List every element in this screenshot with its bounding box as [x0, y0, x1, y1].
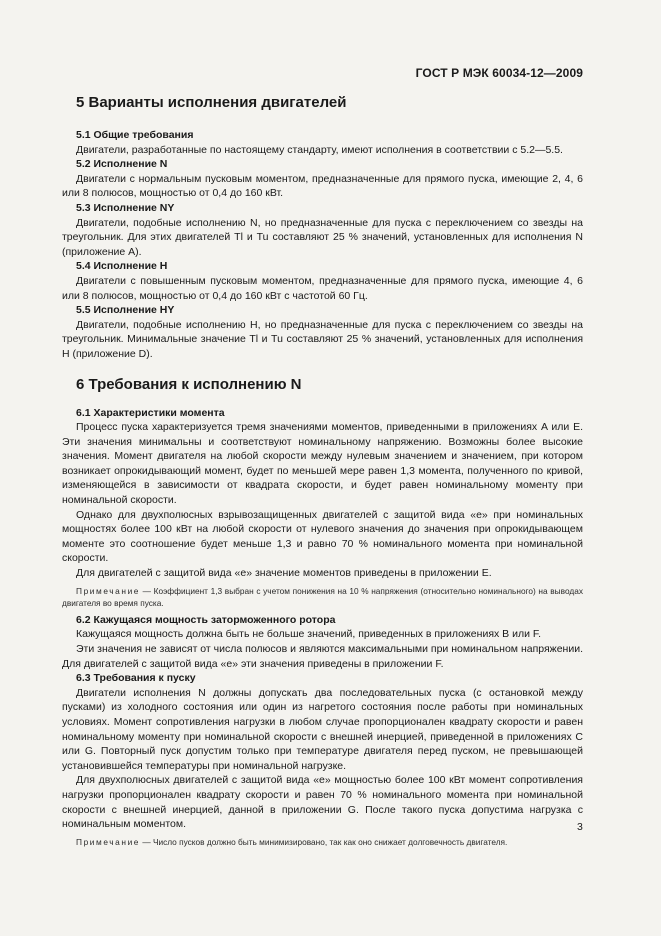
- subsection-5-4-text: Двигатели с повышенным пусковым моментом, предназначенные для прямого пуска, имеющие 4, 6 или 8 полюсов, мощностью от 0,4 до 160 кВт с частотой 60 Гц.: [62, 274, 583, 302]
- section-6-heading: 6 Требования к исполнению N: [76, 375, 302, 393]
- subsection-6-3-paragraph-1: Двигатели исполнения N должны допускать два последовательных пуска (с остановкой между пусками) из холодного состояния или один из нагретого состояния после работы при номинальных условиях. Момент сопротивления нагрузки в любом случае пропорционален квадрату скорости и равен номинальному моменту при номинальной скорости с внешней инерцией, приведенной в приложениях C или G. Повторный пуск допустим только при температуре двигателя перед пуском, не превышающей установившейся температуры при номинальной нагрузке.: [62, 686, 583, 772]
- note-text: — Коэффициент 1,3 выбран с учетом понижения на 10 % напряжения (относительно номинального) на выводах двигателя во время пуска.: [62, 585, 583, 609]
- document-code: ГОСТ Р МЭК 60034-12—2009: [415, 66, 583, 80]
- subsection-5-1-heading: 5.1 Общие требования: [76, 129, 194, 141]
- subsection-6-2-paragraph-1: Кажущаяся мощность должна быть не больше значений, приведенных в приложениях B или F.: [76, 628, 542, 641]
- subsection-6-3-note: [62, 836, 583, 849]
- subsection-5-5-heading: 5.5 Исполнение HY: [76, 304, 175, 317]
- subsection-5-2-text: Двигатели с нормальным пусковым моментом, предназначенные для прямого пуска, имеющие 2, 4, 6 или 8 полюсов, мощностью от 0,4 до 160 кВт.: [62, 172, 583, 200]
- section-5-heading: 5 Варианты исполнения двигателей: [76, 94, 347, 111]
- subsection-5-4-heading: 5.4 Исполнение H: [76, 260, 168, 273]
- subsection-6-3-paragraph-2: Для двухполюсных двигателей с защитой вида «е» мощностью более 100 кВт момент сопротивления нагрузки пропорционален квадрату скорости и равен 70 % номинального момента при номинальной скорости с внешней инерцией, данной в приложении G. После такого пуска допустима нагрузка с номинальным моментом.: [62, 774, 583, 831]
- subsection-5-2-heading: 5.2 Исполнение N: [76, 158, 168, 171]
- subsection-6-1-heading: 6.1 Характеристики момента: [76, 406, 225, 419]
- subsection-6-1-paragraph-2: Однако для двухполюсных взрывозащищенных двигателей с защитой вида «е» при номинальных мощностях более 100 кВт на любой скорости от нулевого значения до значения при опрокидывающем моменте это соотношение будет меньше 1,3 и равно 70 % номинального момента при номинальной скорости.: [62, 508, 583, 565]
- subsection-6-2-heading: 6.2 Кажущаяся мощность заторможенного ротора: [76, 613, 336, 626]
- note-label: Примечание: [76, 836, 141, 847]
- note-text: — Число пусков должно быть минимизировано, так как оно снижает долговечность двигателя.: [140, 836, 508, 847]
- subsection-6-1-note: [62, 585, 583, 610]
- subsection-5-3-heading: 5.3 Исполнение NY: [76, 201, 175, 214]
- subsection-5-1-text: Двигатели, разработанные по настоящему стандарту, имеют исполнения в соответствии с 5.2—5.5.: [76, 143, 563, 156]
- note-label: Примечание: [76, 585, 141, 596]
- subsection-5-5-text: Двигатели, подобные исполнению H, но предназначенные для пуска с переключением со звезды на треугольник. Минимальные значение Tl и Tu составляют 25 % значений, установленных для исполнения H (приложение D).: [62, 318, 583, 360]
- subsection-6-1-paragraph-3: Для двигателей с защитой вида «е» значение моментов приведены в приложении E.: [76, 567, 492, 580]
- subsection-6-1-paragraph-1: Процесс пуска характеризуется тремя значениями моментов, приведенными в приложениях A или E. Эти значения минимальны и соответствуют номинальному напряжению. Возможны более высокие значения. Момент двигателя на любой скорости между нулевым значением и значением, при котором возникает опрокидывающий момент, будет по меньшей мере равен 1,3 момента, полученного по кривой, изменяющейся в зависимости от квадрата скорости, и будет равен номинальному моменту при номинальной скорости.: [62, 421, 583, 507]
- page-number: 3: [577, 821, 583, 833]
- page-content: [62, 94, 583, 848]
- subsection-6-2-paragraph-2: Эти значения не зависят от числа полюсов и являются максимальными при номинальном напряжении. Для двигателей с защитой вида «е» эти значения приведены в приложении F.: [62, 643, 583, 670]
- subsection-5-3-text: Двигатели, подобные исполнению N, но предназначенные для пуска с переключением со звезды на треугольник. Для этих двигателей Tl и Tu составляют 25 % значений, установленных для исполнения N (приложение A).: [62, 216, 583, 258]
- subsection-6-3-heading: 6.3 Требования к пуску: [76, 672, 196, 685]
